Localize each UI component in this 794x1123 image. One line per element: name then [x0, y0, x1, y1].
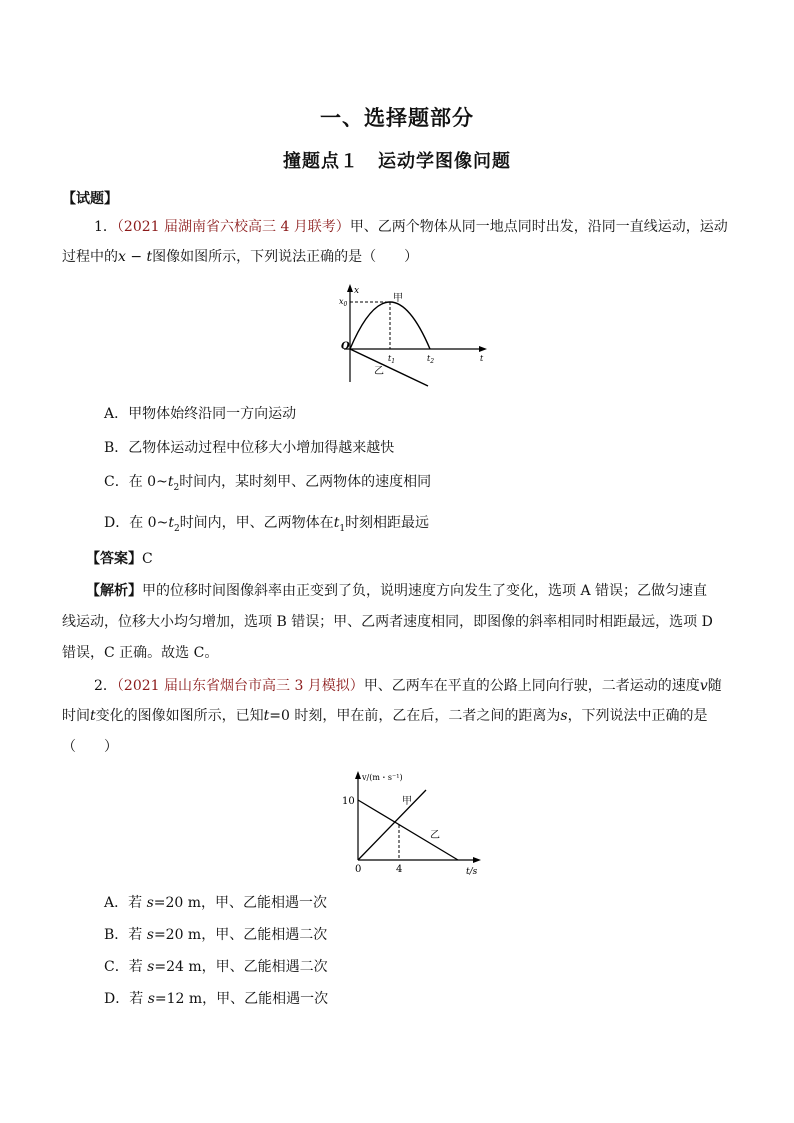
q2-option-b: B．若 s=20 m，甲、乙能相遇二次	[104, 927, 328, 943]
q2-x-arrow	[473, 857, 481, 863]
q1-answer	[86, 550, 153, 568]
q1-xt-graph	[330, 282, 495, 390]
analysis-label: 【解析】	[86, 583, 142, 599]
q2-source: （2021 届山东省烟台市高三 3 月模拟）	[116, 678, 364, 694]
q1-stem-line1	[94, 218, 728, 236]
q1-source: （2021 届湖南省六校高三 4 月联考）	[116, 219, 350, 235]
q1-origin-label: O	[341, 341, 350, 352]
q1-y-label: x	[354, 286, 360, 296]
q1-option-d: D．在 $0\sim t_2$时间内，甲、乙两物体在$t_1$时刻相距最远	[104, 515, 430, 534]
q1-y-arrow	[347, 284, 353, 292]
q2-stem-line3: （ ）	[62, 739, 118, 755]
q2-line-jia	[358, 790, 426, 860]
q2-y-arrow	[355, 771, 361, 779]
q1-x-arrow	[479, 346, 487, 352]
q1-stem-line2: 过程中的x − t图像如图所示，下列说法正确的是（ ）	[62, 249, 419, 265]
q1-yi-label: 乙	[374, 366, 384, 377]
q1-jia-label: 甲	[393, 293, 403, 304]
q1-option-a: A．甲物体始终沿同一方向运动	[104, 406, 297, 422]
q1-analysis-line3: 错误，C 正确。故选 C。	[62, 645, 219, 661]
q1-t2-label: $t_2$	[427, 354, 435, 365]
answer-label: 【答案】	[86, 551, 142, 567]
q1-option-b: B．乙物体运动过程中位移大小增加得越来越快	[104, 440, 395, 456]
q2-y-tick: 10	[342, 796, 355, 807]
q2-vt-graph	[336, 768, 486, 878]
q2-yi-label: 乙	[430, 830, 440, 841]
section-title: 一、选择题部分	[320, 105, 474, 130]
q1-stem-text: 甲、乙两个物体从同一地点同时出发，沿同一直线运动，运动	[349, 219, 728, 235]
section-label: 【试题】	[62, 191, 118, 207]
answer-value: C	[142, 551, 153, 567]
q2-option-c: C．若 s=24 m，甲、乙能相遇二次	[104, 959, 328, 975]
q2-x-tick: 4	[396, 864, 403, 875]
q2-option-d: D．若 s=12 m，甲、乙能相遇一次	[104, 991, 329, 1007]
q1-number: 1．	[94, 219, 117, 235]
q1-t1-label: $t_1$	[388, 354, 396, 365]
q1-option-c: C．在 $0\sim t_2$时间内，某时刻甲、乙两物体的速度相同	[104, 474, 432, 493]
q2-stem-line1: 2．（2021 届山东省烟台市高三 3 月模拟）甲、乙两车在平直的公路上同向行驶，二者运动的速度v随	[94, 678, 722, 694]
q2-number: 2．	[94, 678, 117, 694]
q1-analysis-line2: 线运动，位移大小均匀增加，选项 B 错误；甲、乙两者速度相同，即图像的斜率相同时相距最远，选项 D	[62, 614, 713, 630]
q1-x0-label: $x_0$	[339, 297, 348, 308]
q1-t-label: t	[480, 354, 484, 363]
q2-option-a: A．若 s=20 m，甲、乙能相遇一次	[104, 895, 328, 911]
q2-y-label: v/(m・s⁻¹)	[362, 773, 403, 782]
topic-title: 撞题点１ 运动学图像问题	[283, 151, 511, 172]
q2-jia-label: 甲	[402, 796, 412, 807]
q2-origin-label: 0	[355, 864, 362, 875]
q1-xt-math: x − t	[118, 249, 153, 265]
q1-analysis-line1: 【解析】甲的位移时间图像斜率由正变到了负，说明速度方向发生了变化，选项 A 错误；乙做匀速直	[86, 583, 708, 599]
q2-x-label: t/s	[466, 867, 478, 877]
q2-stem-line2: 时间t变化的图像如图所示，已知t=0 时刻，甲在前，乙在后，二者之间的距离为s，下列说法中正确的是	[62, 708, 708, 724]
